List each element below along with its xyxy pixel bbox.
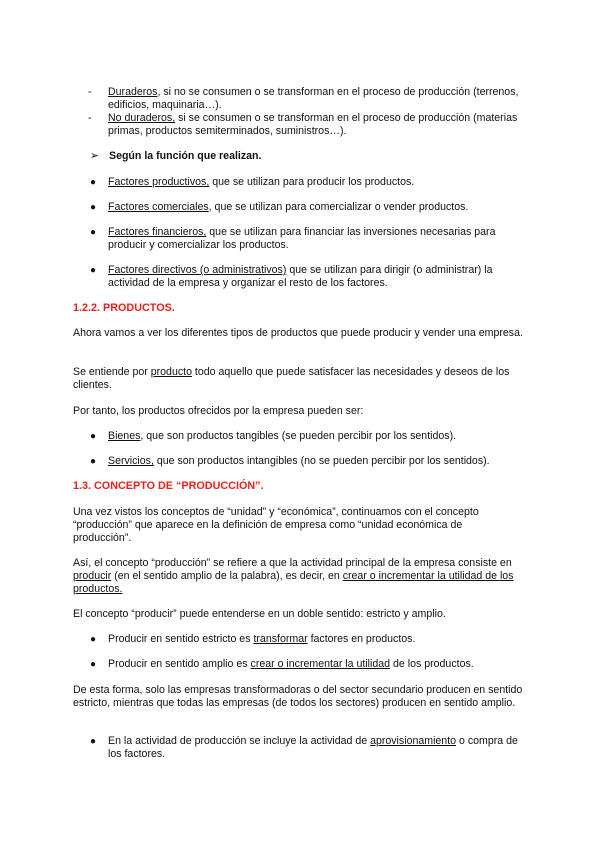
term: transformar: [253, 633, 308, 645]
list-item-bienes: [90, 430, 520, 443]
paragraph: [73, 366, 523, 392]
bullet-icon: ●: [90, 227, 97, 238]
section-heading-productos: 1.2.2. PRODUCTOS.: [73, 302, 175, 314]
dash-marker: -: [88, 86, 92, 98]
item-text: que se utilizan para financiar las inversiones necesarias para producir y comercializar los productos.: [108, 226, 496, 251]
list-item-aprovisionamiento: [90, 735, 520, 761]
list-item-sentido-amplio: [90, 658, 520, 671]
term: Bienes: [108, 430, 141, 442]
paragraph: Ahora vamos a ver los diferentes tipos de productos que puede producir y vender una empresa.: [73, 327, 523, 339]
list-item-factores-directivos: [90, 264, 520, 290]
text: Así, el concepto “producción” se refiere a que la actividad principal de la empresa consiste en: [73, 557, 512, 569]
item-text: , si no se consumen o se transforman en el proceso de producción (terrenos, edificios, maquinaria…).: [108, 86, 519, 111]
term: Factores productivos,: [108, 176, 210, 188]
subsection-text: Según la función que realizan.: [109, 150, 262, 162]
item-text: o compra de los factores.: [108, 735, 518, 760]
term: aprovisionamiento: [370, 735, 457, 747]
paragraph: Por tanto, los productos ofrecidos por la empresa pueden ser:: [73, 405, 364, 417]
bullet-icon: ●: [90, 659, 97, 670]
bullet-icon: ●: [90, 736, 97, 747]
item-text: factores en productos.: [307, 633, 416, 645]
bullet-icon: ●: [90, 202, 97, 213]
text: (en el sentido amplio de la palabra), es decir, en: [111, 570, 343, 582]
list-item-factores-financieros: [90, 226, 520, 252]
term-producto: producto: [150, 366, 192, 378]
arrow-icon: ➢: [90, 150, 100, 162]
paragraph: Una vez vistos los conceptos de “unidad” y “económica”, continuamos con el concepto “producción” que aparece en la definición de empresa como “unidad económica de producción”.: [73, 506, 479, 544]
bullet-icon: ●: [90, 431, 97, 442]
item-text: En la actividad de producción se incluye la actividad de: [108, 735, 371, 747]
term: Factores comerciales: [108, 201, 209, 213]
dash-marker: -: [88, 112, 92, 124]
item-text: de los productos.: [390, 658, 474, 670]
item-text: , que son productos tangibles (se pueden percibir por los sentidos).: [140, 430, 457, 442]
text: Se entiende por: [73, 366, 151, 378]
term-producir: producir: [73, 570, 112, 582]
term-crear-utilidad: crear o incrementar la utilidad de los productos.: [73, 570, 514, 595]
list-item-sentido-estricto: [90, 633, 520, 646]
item-text: si se consumen o se transforman en el proceso de producción (materias primas, productos semiterminados, suministros…).: [108, 112, 518, 137]
paragraph: El concepto “producir” puede entenderse en un doble sentido: estricto y amplio.: [73, 608, 446, 620]
list-item-duraderos: [88, 86, 528, 112]
term: crear o incrementar la utilidad: [250, 658, 391, 670]
subsection-heading: [90, 150, 261, 163]
bullet-icon: ●: [90, 634, 97, 645]
item-text: que se utilizan para producir los productos.: [209, 176, 415, 188]
item-text: que se utilizan para dirigir (o administrar) la actividad de la empresa y organizar el resto de los factores.: [108, 264, 493, 289]
item-text: Producir en sentido estricto es: [108, 633, 254, 645]
term: Servicios,: [108, 455, 154, 467]
section-heading-produccion: 1.3. CONCEPTO DE “PRODUCCIÓN”.: [73, 480, 264, 492]
bullet-icon: ●: [90, 177, 97, 188]
bullet-icon: ●: [90, 456, 97, 467]
paragraph: [73, 557, 523, 596]
item-text: que son productos intangibles (no se pueden percibir por los sentidos).: [153, 455, 490, 467]
list-item-servicios: [90, 455, 520, 468]
list-item-factores-comerciales: [90, 201, 520, 214]
paragraph: De esta forma, solo las empresas transformadoras o del sector secundario producen en sentido estricto, mientras que todas las empresas (de todos los sectores) producen en sentido amplio.: [73, 684, 523, 709]
term-no-duraderos: No duraderos,: [108, 112, 176, 124]
term: Factores financieros,: [108, 226, 207, 238]
item-text: Producir en sentido amplio es: [108, 658, 251, 670]
bullet-icon: ●: [90, 265, 97, 276]
term-duraderos: Duraderos: [108, 86, 158, 98]
term: Factores directivos (o administrativos): [108, 264, 287, 276]
item-text: , que se utilizan para comercializar o vender productos.: [208, 201, 469, 213]
list-item-no-duraderos: [88, 112, 528, 138]
list-item-factores-productivos: [90, 176, 520, 189]
text: todo aquello que puede satisfacer las necesidades y deseos de los clientes.: [73, 366, 510, 391]
